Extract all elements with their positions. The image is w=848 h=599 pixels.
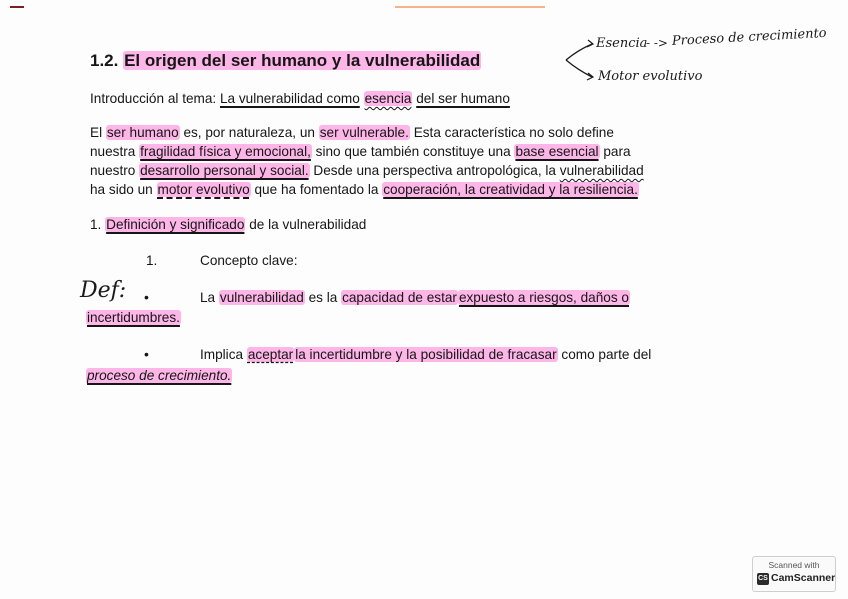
intro-line — [90, 89, 510, 108]
intro-esencia: esencia — [364, 91, 412, 106]
text: La — [200, 290, 216, 305]
text: El — [90, 125, 103, 140]
text: como parte del — [561, 347, 652, 362]
text: Esta característica no solo define — [413, 125, 614, 140]
intro-part3: del ser humano — [416, 91, 510, 106]
annotation-def: Def: — [80, 278, 127, 303]
section-1-heading — [90, 215, 366, 234]
text: es, por naturaleza, un — [183, 125, 315, 140]
highlight-proceso: proceso de crecimiento. — [87, 368, 232, 383]
intro-part1: La vulnerabilidad como — [219, 91, 360, 106]
bullet-1-line-2 — [86, 308, 181, 327]
text: nuestra — [90, 144, 136, 159]
highlight-fragilidad: fragilidad física y emocional, — [140, 144, 311, 159]
highlight-ser-vulnerable: ser vulnerable. — [319, 125, 409, 140]
subsection-label: Concepto clave: — [200, 253, 298, 268]
paragraph-line-1 — [90, 123, 614, 142]
text: de la vulnerabilidad — [249, 217, 367, 232]
text: sino que también constituye una — [315, 144, 511, 159]
watermark-name: CamScanner — [771, 572, 836, 584]
text: Desde una perspectiva antropológica, la — [313, 163, 556, 178]
highlight-vulnerabilidad: vulnerabilidad — [219, 290, 304, 305]
highlight-incertidumbre: la incertidumbre y la posibilidad de fracasar — [295, 347, 557, 362]
section-number: 1. — [90, 217, 102, 232]
scan-edge-mark — [10, 6, 24, 8]
camscanner-logo-icon: CS — [757, 573, 769, 585]
annotation-esencia: Esencia — [596, 36, 648, 51]
underline-vulnerabilidad: vulnerabilidad — [559, 163, 644, 178]
highlight-cooperacion: cooperación, la creatividad y la resiliencia. — [383, 182, 638, 197]
title-number: 1.2. — [90, 51, 119, 70]
bullet-2-marker: • — [144, 346, 149, 362]
annotation-motor: Motor evolutivo — [598, 69, 703, 84]
subsection-number: 1. — [146, 253, 158, 268]
highlight-capacidad: capacidad de estar — [342, 290, 457, 305]
bullet-2-line-1 — [200, 345, 651, 364]
text: ha sido un — [90, 182, 153, 197]
highlight-motor-evolutivo: motor evolutivo — [157, 182, 250, 197]
bullet-1-marker: • — [144, 289, 149, 305]
scan-edge-mark-orange — [395, 6, 545, 8]
intro-label: Introducción al tema: — [90, 91, 217, 106]
paragraph-line-2 — [90, 142, 631, 161]
highlight-ser-humano: ser humano — [106, 125, 179, 140]
highlight-base-esencial: base esencial — [515, 144, 599, 159]
text: Implica — [200, 347, 244, 362]
bullet-1-line-1 — [200, 288, 630, 307]
annotation-arrow: - -> — [646, 36, 668, 50]
highlight-desarrollo: desarrollo personal y social. — [140, 163, 309, 178]
camscanner-watermark — [752, 556, 836, 592]
watermark-caption: Scanned with — [768, 560, 820, 570]
title-text: El origen del ser humano y la vulnerabilidad — [124, 51, 481, 70]
highlight-expuesto: expuesto a riesgos, daños o — [458, 290, 629, 305]
highlight-definicion: Definición y significado — [106, 217, 245, 232]
paragraph-line-3 — [90, 161, 644, 180]
text: que ha fomentado la — [254, 182, 379, 197]
text: para — [603, 144, 631, 159]
text: es la — [308, 290, 338, 305]
paragraph-line-4 — [90, 180, 639, 199]
section-title — [90, 50, 481, 72]
bullet-2-line-2 — [86, 366, 232, 385]
highlight-aceptar: aceptar — [247, 347, 294, 362]
highlight-incertidumbres: incertidumbres. — [87, 310, 180, 325]
text: nuestro — [90, 163, 136, 178]
annotation-proceso: Proceso de crecimiento — [671, 25, 827, 49]
